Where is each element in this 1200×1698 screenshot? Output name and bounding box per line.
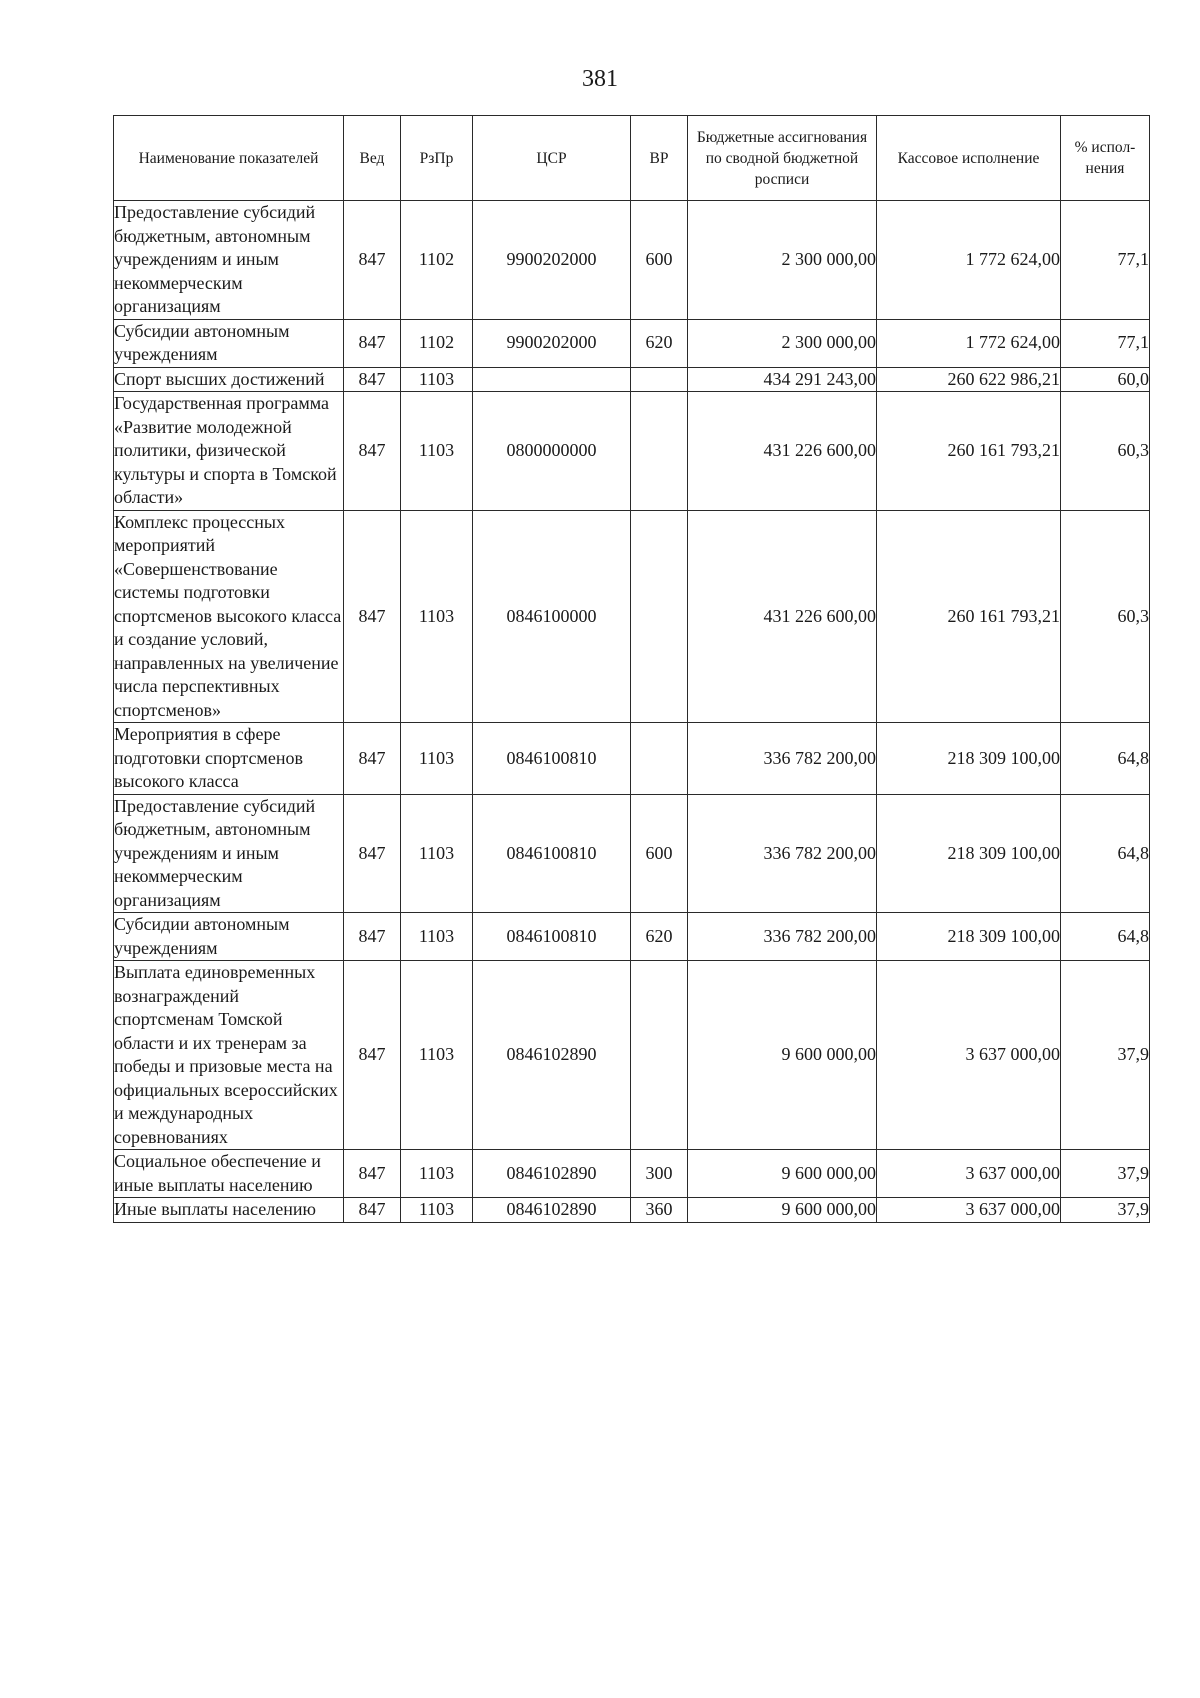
cell-rzpr: 1103 [401,913,473,961]
cell-csr: 0846100810 [473,794,631,913]
cell-ved: 847 [344,319,401,367]
cell-execution: 1 772 624,00 [877,319,1061,367]
cell-csr: 0846102890 [473,1198,631,1223]
cell-percent: 77,1 [1061,201,1150,320]
table-row [114,1150,1150,1198]
cell-ved: 847 [344,961,401,1150]
cell-percent: 60,3 [1061,392,1150,511]
cell-execution: 3 637 000,00 [877,1198,1061,1223]
cell-allocations: 336 782 200,00 [688,723,877,795]
cell-vr [631,961,688,1150]
cell-ved: 847 [344,913,401,961]
cell-allocations: 431 226 600,00 [688,392,877,511]
header-rzpr: РзПр [401,116,473,201]
table-row [114,723,1150,795]
cell-rzpr: 1103 [401,961,473,1150]
table-row [114,367,1150,392]
cell-allocations: 434 291 243,00 [688,367,877,392]
cell-vr: 620 [631,913,688,961]
cell-csr: 0846100000 [473,510,631,723]
cell-csr: 0800000000 [473,392,631,511]
cell-execution: 3 637 000,00 [877,961,1061,1150]
cell-name: Комплекс процессных мероприятий «Совершенствование системы подготовки спортсменов высокого класса и создание условий, направленных на увеличение числа перспективных спортсменов» [114,510,344,723]
cell-rzpr: 1103 [401,367,473,392]
cell-csr: 9900202000 [473,201,631,320]
cell-name: Субсидии автономным учреждениям [114,913,344,961]
cell-allocations: 2 300 000,00 [688,201,877,320]
cell-csr: 0846102890 [473,1150,631,1198]
header-ved: Вед [344,116,401,201]
table-header-row [114,116,1150,201]
cell-rzpr: 1103 [401,510,473,723]
cell-percent: 64,8 [1061,794,1150,913]
cell-ved: 847 [344,1150,401,1198]
cell-csr: 0846102890 [473,961,631,1150]
cell-rzpr: 1103 [401,1150,473,1198]
cell-vr: 600 [631,794,688,913]
cell-rzpr: 1103 [401,1198,473,1223]
header-percent: % испол-нения [1061,116,1150,201]
table-body [114,201,1150,1223]
cell-name: Предоставление субсидий бюджетным, автономным учреждениям и иным некоммерческим организациям [114,201,344,320]
header-csr: ЦСР [473,116,631,201]
table-row [114,913,1150,961]
cell-execution: 260 161 793,21 [877,510,1061,723]
cell-percent: 37,9 [1061,1150,1150,1198]
cell-allocations: 9 600 000,00 [688,961,877,1150]
cell-ved: 847 [344,201,401,320]
page-number: 381 [582,66,618,92]
cell-allocations: 2 300 000,00 [688,319,877,367]
cell-name: Иные выплаты населению [114,1198,344,1223]
header-allocations: Бюджетные ассигнования по сводной бюджетной росписи [688,116,877,201]
cell-rzpr: 1103 [401,723,473,795]
cell-name: Социальное обеспечение и иные выплаты населению [114,1150,344,1198]
table-row [114,319,1150,367]
cell-csr: 9900202000 [473,319,631,367]
cell-csr: 0846100810 [473,913,631,961]
cell-execution: 218 309 100,00 [877,723,1061,795]
cell-rzpr: 1102 [401,201,473,320]
cell-allocations: 336 782 200,00 [688,794,877,913]
cell-execution: 260 161 793,21 [877,392,1061,511]
table-row [114,392,1150,511]
cell-ved: 847 [344,392,401,511]
table-row [114,1198,1150,1223]
cell-percent: 64,8 [1061,723,1150,795]
cell-execution: 260 622 986,21 [877,367,1061,392]
cell-vr [631,723,688,795]
header-name: Наименование показателей [114,116,344,201]
cell-percent: 77,1 [1061,319,1150,367]
cell-ved: 847 [344,1198,401,1223]
cell-name: Выплата единовременных вознаграждений спортсменам Томской области и их тренерам за победы и призовые места на официальных всероссийских и международных соревнованиях [114,961,344,1150]
cell-execution: 1 772 624,00 [877,201,1061,320]
cell-rzpr: 1103 [401,392,473,511]
budget-table [113,115,1150,1223]
cell-vr: 360 [631,1198,688,1223]
cell-execution: 218 309 100,00 [877,913,1061,961]
cell-name: Субсидии автономным учреждениям [114,319,344,367]
cell-vr: 620 [631,319,688,367]
cell-vr [631,510,688,723]
cell-percent: 60,3 [1061,510,1150,723]
cell-vr: 300 [631,1150,688,1198]
cell-allocations: 9 600 000,00 [688,1198,877,1223]
cell-percent: 37,9 [1061,1198,1150,1223]
cell-ved: 847 [344,510,401,723]
cell-name: Государственная программа «Развитие молодежной политики, физической культуры и спорта в Томской области» [114,392,344,511]
cell-name: Предоставление субсидий бюджетным, автономным учреждениям и иным некоммерческим организациям [114,794,344,913]
cell-csr: 0846100810 [473,723,631,795]
cell-csr [473,367,631,392]
cell-rzpr: 1103 [401,794,473,913]
cell-name: Спорт высших достижений [114,367,344,392]
cell-name: Мероприятия в сфере подготовки спортсменов высокого класса [114,723,344,795]
cell-execution: 3 637 000,00 [877,1150,1061,1198]
table-row [114,794,1150,913]
table-row [114,510,1150,723]
table-row [114,201,1150,320]
cell-percent: 37,9 [1061,961,1150,1150]
table-row [114,961,1150,1150]
cell-vr [631,367,688,392]
cell-ved: 847 [344,367,401,392]
cell-vr: 600 [631,201,688,320]
cell-ved: 847 [344,794,401,913]
cell-allocations: 9 600 000,00 [688,1150,877,1198]
cell-percent: 64,8 [1061,913,1150,961]
cell-vr [631,392,688,511]
cell-allocations: 431 226 600,00 [688,510,877,723]
cell-percent: 60,0 [1061,367,1150,392]
header-execution: Кассовое исполнение [877,116,1061,201]
cell-allocations: 336 782 200,00 [688,913,877,961]
cell-execution: 218 309 100,00 [877,794,1061,913]
header-vr: ВР [631,116,688,201]
cell-rzpr: 1102 [401,319,473,367]
cell-ved: 847 [344,723,401,795]
